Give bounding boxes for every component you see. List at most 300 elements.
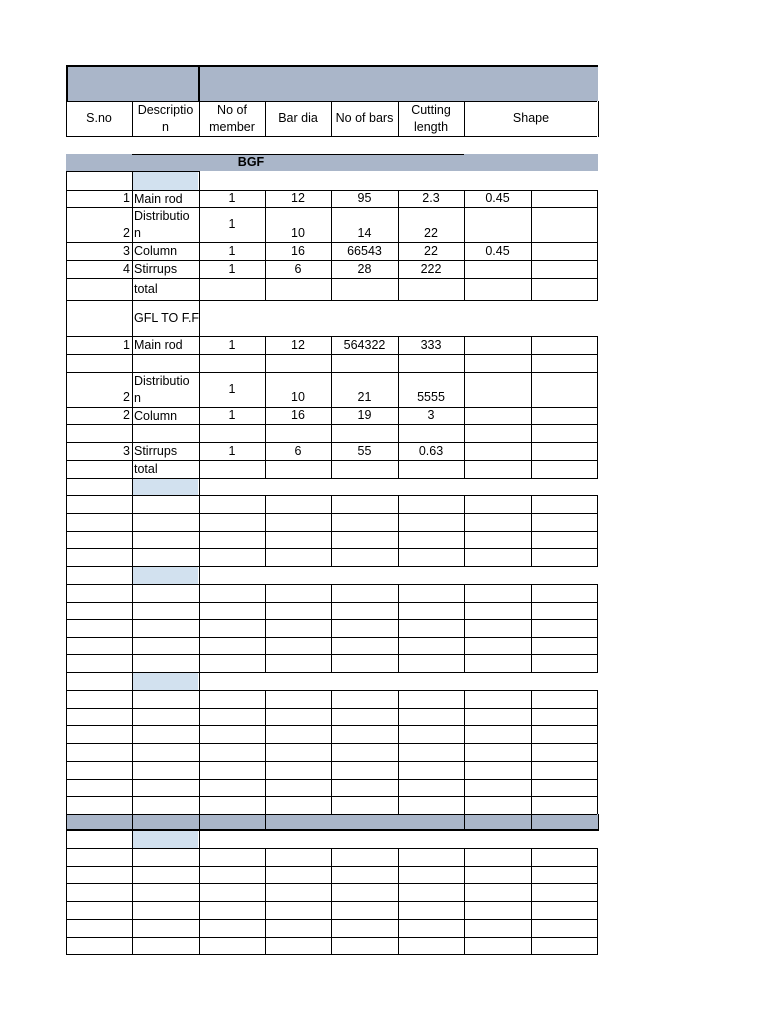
block-c-row-divider (199, 779, 200, 798)
bgf-total-label: total (134, 282, 158, 296)
block-c-row-divider (265, 708, 266, 727)
block-a-row-divider (66, 548, 67, 567)
block-a-row-divider (398, 513, 399, 532)
block-c-row-divider (531, 708, 532, 727)
bgf-row-stirrups-divider (597, 260, 598, 279)
gfl-row-total-divider (265, 460, 266, 479)
block-b-row-divider (66, 654, 67, 673)
block-b-row-divider (331, 637, 332, 656)
block-d-top (66, 830, 598, 831)
grey-band-top (66, 814, 597, 815)
block-b-row-divider (531, 584, 532, 603)
row-members: 1 (228, 191, 236, 205)
row-sno: 3 (123, 244, 130, 258)
block-c-row-divider (66, 779, 67, 798)
row-shape: 0.45 (485, 191, 510, 205)
block-c-row-divider (464, 796, 465, 815)
grid-line (132, 566, 133, 584)
block-c-row-divider (331, 725, 332, 744)
block-c-row-divider (66, 796, 67, 815)
block-b-row-divider (464, 637, 465, 656)
block-a-row-divider (132, 531, 133, 550)
block-c-row-divider (531, 690, 532, 709)
block-c-row-divider (464, 743, 465, 762)
block-a-row-divider (531, 495, 532, 514)
block-c-row-divider (199, 743, 200, 762)
block-a-row-divider (331, 495, 332, 514)
row-members: 1 (228, 262, 236, 276)
block-a-row-divider (597, 495, 598, 514)
row-members: 1 (228, 338, 236, 352)
gfl-row-column-divider (597, 407, 598, 425)
gfl-row-blank-2-divider (132, 424, 133, 443)
block-d-row-divider (66, 866, 67, 885)
block-b-row-divider (199, 602, 200, 621)
grid-line (199, 171, 200, 190)
block-b-row-divider (265, 602, 266, 621)
header-members: No of member (209, 102, 255, 134)
block-c-row-divider (132, 690, 133, 709)
header-description: Descriptio n (137, 102, 194, 134)
block-b-top (66, 566, 598, 567)
bgf-row-total-divider (265, 278, 266, 301)
row-members: 1 (228, 444, 236, 458)
gfl-row-distribution-divider (597, 372, 598, 408)
block-d-row-divider (265, 919, 266, 938)
block-c-row-divider (199, 690, 200, 709)
block-d-row-divider (331, 866, 332, 885)
block-c-row-divider (66, 761, 67, 780)
block-c-row-divider (199, 796, 200, 815)
block-d-row-divider (597, 848, 598, 867)
block-c-row-divider (132, 796, 133, 815)
block-c-row-divider (597, 796, 598, 815)
block-b-row-divider (597, 584, 598, 603)
block-a-row-divider (265, 548, 266, 567)
block-d-row-divider (597, 901, 598, 920)
block-d-row-divider (66, 848, 67, 867)
section-title-gfl: GFL TO F.F (134, 311, 199, 325)
bgf-row-total-divider (597, 278, 598, 301)
bgf-row-distribution-divider (531, 207, 532, 243)
block-d-row-divider (464, 848, 465, 867)
block-b-row-divider (132, 584, 133, 603)
title-band-top-border (66, 65, 598, 67)
block-d-row-divider (199, 901, 200, 920)
row-bars: 21 (357, 390, 372, 404)
block-c-row-divider (331, 690, 332, 709)
section-title-bgf: BGF (237, 155, 265, 169)
row-bar-dia: 10 (291, 390, 305, 404)
block-b-row-divider (531, 637, 532, 656)
row-description: Stirrups (134, 444, 178, 458)
block-a-row-divider (331, 531, 332, 550)
block-c-row-divider (66, 743, 67, 762)
grid-line (132, 478, 133, 495)
block-b-row-divider (464, 584, 465, 603)
gfl-row-column-divider (531, 407, 532, 425)
block-c-row-divider (132, 743, 133, 762)
block-b-row-divider (398, 654, 399, 673)
row-bars: 564322 (343, 338, 386, 352)
block-b-row-divider (464, 619, 465, 638)
row-members: 1 (228, 382, 236, 396)
row-shape: 0.45 (485, 244, 510, 258)
gfl-row-blank-1-divider (199, 354, 200, 373)
block-d-row-divider (265, 848, 266, 867)
block-b-row-divider (199, 584, 200, 603)
block-c-row-divider (66, 725, 67, 744)
block-c-row-divider (398, 761, 399, 780)
block-a-row-divider (398, 495, 399, 514)
block-d-row-divider (331, 937, 332, 956)
block-c-row-divider (597, 708, 598, 727)
block-c-row-divider (132, 761, 133, 780)
block-d-row-divider (331, 848, 332, 867)
header-shape: Shape (512, 111, 550, 125)
block-d-row-divider (331, 919, 332, 938)
row-bar-dia: 16 (291, 244, 305, 258)
block-d-marker (133, 831, 198, 848)
block-b-row-divider (331, 602, 332, 621)
grid-line (132, 171, 133, 190)
grid-line (66, 300, 67, 336)
block-d-row-divider (265, 937, 266, 956)
block-b-row-divider (331, 619, 332, 638)
gfl-row-main-rod-divider (531, 336, 532, 355)
gfl-row-blank-2-divider (265, 424, 266, 443)
bgf-row-total-divider (531, 278, 532, 301)
block-d-row-divider (398, 848, 399, 867)
block-b-row-divider (132, 619, 133, 638)
block-c-row-divider (265, 725, 266, 744)
gfl-row-blank-2-divider (66, 424, 67, 443)
block-d-row-divider (66, 883, 67, 902)
block-c-row-divider (331, 761, 332, 780)
block-a-marker (133, 479, 198, 495)
block-c-row-divider (464, 708, 465, 727)
block-c-row-divider (531, 761, 532, 780)
row-length: 222 (420, 262, 442, 276)
gfl-row-blank-1-divider (597, 354, 598, 373)
block-d-row-divider (132, 883, 133, 902)
gfl-row-blank-2-divider (199, 424, 200, 443)
grid-line (66, 830, 67, 848)
block-c-row-divider (265, 743, 266, 762)
block-a-row-divider (597, 513, 598, 532)
block-c-row-divider (464, 725, 465, 744)
block-b-row-divider (597, 602, 598, 621)
block-c-row-divider (597, 779, 598, 798)
block-d-row-divider (331, 901, 332, 920)
block-d-row-divider (265, 883, 266, 902)
row-shape (464, 442, 531, 460)
block-a-row-divider (331, 513, 332, 532)
gfl-row-total-divider (331, 460, 332, 479)
block-d-row-divider (199, 919, 200, 938)
block-a-row-divider (398, 548, 399, 567)
block-b-row-divider (66, 637, 67, 656)
block-b-row-divider (199, 637, 200, 656)
gfl-row-total-divider (597, 460, 598, 479)
bgf-row-main-rod-divider (531, 190, 532, 208)
block-c-row-divider (464, 761, 465, 780)
row-bars: 55 (357, 444, 372, 458)
row-bars: 28 (357, 262, 372, 276)
bgf-row-total-divider (66, 278, 67, 301)
block-d-row-divider (66, 919, 67, 938)
block-a-row-divider (464, 513, 465, 532)
grid-line (199, 478, 200, 495)
bgf-row-stirrups-divider (531, 260, 532, 279)
bgf-row-main-rod-divider (597, 190, 598, 208)
block-c-row-divider (398, 779, 399, 798)
block-c-row-divider (331, 708, 332, 727)
bgf-marker-top (66, 171, 200, 172)
row-sno: 2 (123, 390, 130, 404)
section-marker-bgf (133, 172, 198, 190)
grid-line (66, 672, 67, 690)
block-d-row-divider (597, 883, 598, 902)
block-d-row-divider (531, 919, 532, 938)
row-sno: 2 (123, 408, 130, 422)
block-c-row-divider (199, 708, 200, 727)
row-description: Main rod (134, 192, 183, 206)
block-a-top (66, 478, 598, 479)
row-sno: 1 (123, 338, 130, 352)
gfl-row-blank-2-divider (464, 424, 465, 443)
block-d-row-divider (66, 901, 67, 920)
block-d-row-divider (597, 866, 598, 885)
block-a-row-divider (597, 531, 598, 550)
block-a-row-divider (132, 495, 133, 514)
gfl-row-blank-2-divider (531, 424, 532, 443)
block-a-row-divider (132, 513, 133, 532)
block-c-row-divider (398, 743, 399, 762)
block-c-row-divider (132, 708, 133, 727)
block-b-row-divider (66, 619, 67, 638)
gfl-row-total-divider (464, 460, 465, 479)
row-bar-dia: 12 (291, 338, 305, 352)
bgf-row-column-divider (597, 242, 598, 261)
gfl-row-blank-1-divider (531, 354, 532, 373)
title-band-left-border (66, 66, 68, 102)
bgf-row-distribution-divider (597, 207, 598, 243)
block-a-row-divider (331, 548, 332, 567)
block-d-row-divider (464, 901, 465, 920)
block-b-row-divider (331, 654, 332, 673)
block-c-row-divider (331, 743, 332, 762)
block-d-row-divider (398, 866, 399, 885)
block-b-row-divider (265, 637, 266, 656)
row-sno: 1 (123, 191, 130, 205)
block-b-row-divider (464, 654, 465, 673)
block-d-row-divider (132, 919, 133, 938)
gfl-row-total-divider (531, 460, 532, 479)
block-b-row-divider (464, 602, 465, 621)
block-d-row-divider (531, 901, 532, 920)
grid-line (66, 171, 67, 190)
block-d-row-divider (464, 866, 465, 885)
block-d-row-divider (132, 866, 133, 885)
grid-line (66, 478, 67, 495)
row-description: Column (134, 244, 178, 258)
row-length: 5555 (417, 390, 445, 404)
gfl-row-blank-1-divider (132, 354, 133, 373)
block-b-row-divider (597, 619, 598, 638)
block-b-row-divider (597, 637, 598, 656)
row-members: 1 (228, 217, 236, 231)
block-b-row-divider (398, 619, 399, 638)
row-shape (464, 389, 531, 407)
block-b-row-divider (531, 654, 532, 673)
block-a-row-divider (265, 531, 266, 550)
block-a-row-divider (132, 548, 133, 567)
gfl-row-total-divider (199, 460, 200, 479)
bgf-row-total-divider (199, 278, 200, 301)
block-b-row-divider (132, 602, 133, 621)
block-b-row-divider (199, 654, 200, 673)
row-length: 2.3 (422, 191, 440, 205)
block-a-row-divider (265, 513, 266, 532)
block-d-row-divider (398, 937, 399, 956)
row-shape (464, 225, 531, 242)
block-d-row-divider (265, 866, 266, 885)
block-d-row-divider (265, 901, 266, 920)
block-c-row-divider (265, 690, 266, 709)
bgf-row-column-divider (531, 242, 532, 261)
gfl-row-blank-1-divider (66, 354, 67, 373)
block-c-row-divider (597, 690, 598, 709)
block-b-row-divider (66, 584, 67, 603)
header-row-divider (598, 101, 599, 137)
block-d-row-divider (398, 901, 399, 920)
gfl-row-total-divider (66, 460, 67, 479)
bgf-row-total-divider (398, 278, 399, 301)
row-description: Distributio n (134, 209, 190, 240)
gfl-total-label: total (134, 462, 158, 476)
header-sno: S.no (86, 111, 112, 125)
row-length: 0.63 (418, 444, 444, 458)
grid-line (132, 830, 133, 848)
block-d-row-divider (597, 919, 598, 938)
block-a-row-divider (531, 531, 532, 550)
title-band-left (66, 66, 199, 101)
block-d-row-divider (531, 866, 532, 885)
gfl-row-blank-1-divider (398, 354, 399, 373)
block-d-row-divider (132, 937, 133, 956)
block-c-row-divider (199, 725, 200, 744)
block-d-row-divider (331, 883, 332, 902)
row-bars: 14 (357, 226, 372, 240)
block-d-row-divider (464, 883, 465, 902)
block-c-row-divider (398, 796, 399, 815)
block-b-row-divider (66, 602, 67, 621)
block-c-row-divider (331, 779, 332, 798)
block-d-row-divider (531, 883, 532, 902)
block-c-marker (133, 673, 198, 690)
block-b-row-divider (597, 654, 598, 673)
row-sno: 3 (123, 444, 130, 458)
row-description: Distributio n (134, 374, 190, 405)
block-a-row-divider (199, 495, 200, 514)
block-d-row-divider (132, 848, 133, 867)
row-description: Column (134, 409, 178, 423)
block-c-row-divider (531, 725, 532, 744)
row-bars: 19 (357, 408, 372, 422)
block-c-row-divider (199, 761, 200, 780)
block-b-row-divider (398, 602, 399, 621)
block-b-row-divider (531, 602, 532, 621)
block-d-row-divider (464, 919, 465, 938)
block-b-row-divider (398, 584, 399, 603)
block-c-row-divider (66, 690, 67, 709)
block-d-row-divider (531, 848, 532, 867)
block-a-row-divider (66, 513, 67, 532)
header-cutting-length: Cutting length (411, 102, 451, 134)
row-bar-dia: 16 (291, 408, 305, 422)
block-a-row-divider (464, 531, 465, 550)
title-band-divider (198, 66, 200, 102)
gfl-row-distribution-divider (531, 372, 532, 408)
block-b-row-divider (398, 637, 399, 656)
block-a-row-divider (464, 548, 465, 567)
gfl-row-blank-2-divider (597, 424, 598, 443)
block-a-row-divider (265, 495, 266, 514)
gfl-row-total-divider (398, 460, 399, 479)
block-b-row-divider (265, 584, 266, 603)
block-a-row-divider (66, 531, 67, 550)
gfl-row-stirrups-divider (531, 442, 532, 461)
row-length: 22 (424, 226, 438, 240)
block-c-row-divider (265, 761, 266, 780)
block-d-row-divider (199, 937, 200, 956)
block-b-row-divider (199, 619, 200, 638)
block-d-row-divider (597, 937, 598, 956)
row-members: 1 (228, 408, 236, 422)
gfl-row-blank-1-divider (331, 354, 332, 373)
row-members: 1 (228, 244, 236, 258)
row-shape (464, 260, 531, 278)
gfl-row-blank-2-divider (331, 424, 332, 443)
block-c-row-divider (597, 761, 598, 780)
block-c-row-divider (597, 743, 598, 762)
grid-line (199, 566, 200, 584)
grey-band-row (66, 814, 598, 830)
row-length: 22 (424, 244, 438, 258)
grid-line (66, 566, 67, 584)
block-a-row-divider (531, 548, 532, 567)
block-c-row-divider (265, 796, 266, 815)
block-c-row-divider (132, 779, 133, 798)
block-d-row-divider (66, 937, 67, 956)
block-b-row-divider (265, 654, 266, 673)
header-no-bars: No of bars (335, 111, 394, 125)
block-d-row-divider (132, 901, 133, 920)
block-d-row-divider (531, 937, 532, 956)
block-a-row-divider (531, 513, 532, 532)
block-d-row-divider (199, 848, 200, 867)
block-c-row-divider (398, 725, 399, 744)
block-c-row-divider (531, 796, 532, 815)
block-a-row-divider (199, 513, 200, 532)
block-c-row-divider (66, 708, 67, 727)
row-sno: 2 (123, 226, 130, 240)
row-bar-dia: 10 (291, 226, 305, 240)
block-b-row-divider (531, 619, 532, 638)
title-band-right (199, 66, 598, 101)
row-shape (464, 336, 531, 354)
